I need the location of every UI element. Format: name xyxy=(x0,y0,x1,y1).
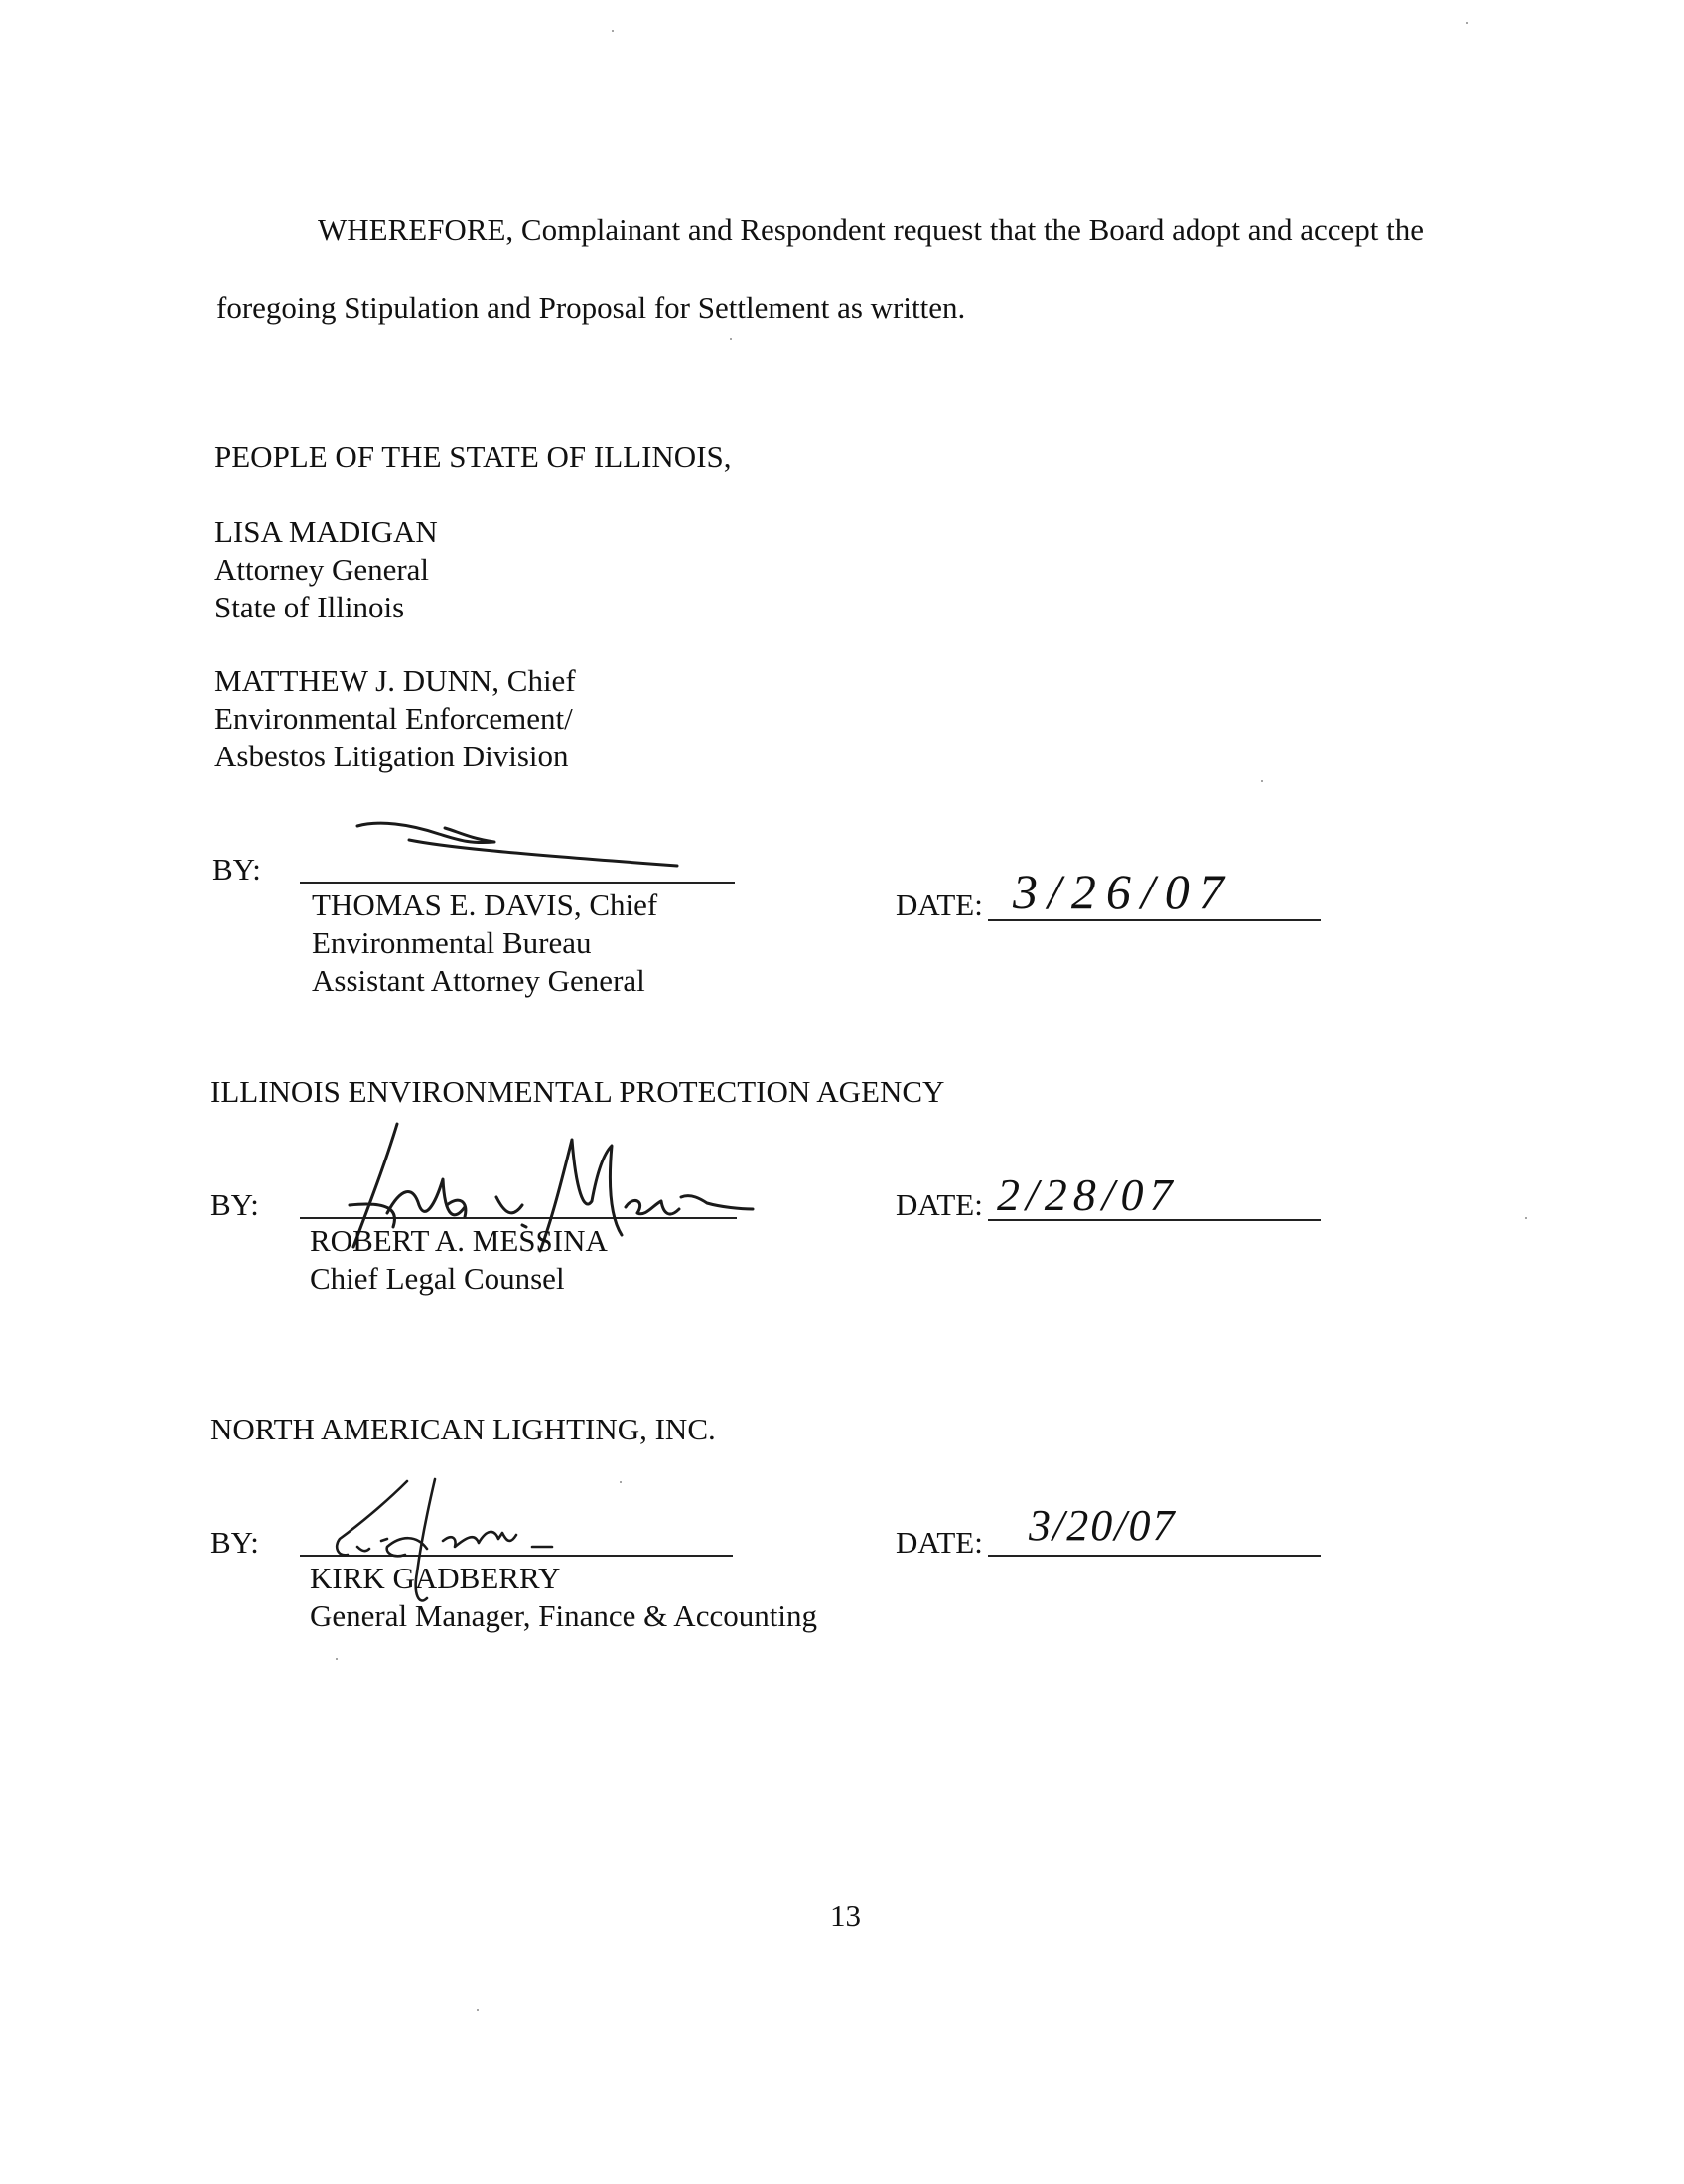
date-line-people xyxy=(988,919,1321,921)
scan-speck xyxy=(1261,780,1263,782)
scan-speck xyxy=(477,2009,479,2011)
date-label-iepa: DATE: xyxy=(896,1187,983,1222)
by-label-iepa: BY: xyxy=(210,1187,259,1222)
ag-name: LISA MADIGAN xyxy=(214,514,438,549)
signer-title-iepa: Chief Legal Counsel xyxy=(310,1261,565,1296)
nal-heading: NORTH AMERICAN LIGHTING, INC. xyxy=(210,1412,716,1446)
paragraph-line-1: WHEREFORE, Complainant and Respondent request that the Board adopt and accept the xyxy=(318,212,1425,247)
scan-speck xyxy=(1525,1217,1527,1219)
people-heading: PEOPLE OF THE STATE OF ILLINOIS, xyxy=(214,439,732,474)
scan-speck xyxy=(612,30,614,32)
signer-title-people-2: Assistant Attorney General xyxy=(312,963,645,998)
scan-speck xyxy=(1466,22,1468,24)
signer-name-robert-messina: ROBERT A. MESSINA xyxy=(310,1223,608,1258)
scan-speck xyxy=(336,1658,338,1660)
chief-name: MATTHEW J. DUNN, Chief xyxy=(214,663,576,698)
date-label-nal: DATE: xyxy=(896,1525,983,1560)
iepa-heading: ILLINOIS ENVIRONMENTAL PROTECTION AGENCY xyxy=(210,1074,945,1109)
signer-title-nal: General Manager, Finance & Accounting xyxy=(310,1598,817,1633)
date-handwritten-iepa: 2/28/07 xyxy=(997,1169,1179,1220)
ag-state: State of Illinois xyxy=(214,590,405,624)
date-label-people: DATE: xyxy=(896,887,983,922)
scan-speck xyxy=(730,338,732,340)
by-label-people: BY: xyxy=(212,852,261,887)
chief-division-2: Asbestos Litigation Division xyxy=(214,739,569,773)
signer-name-thomas-davis: THOMAS E. DAVIS, Chief xyxy=(312,887,658,922)
paragraph-line-2: foregoing Stipulation and Proposal for Settlement as written. xyxy=(216,290,966,325)
ag-title: Attorney General xyxy=(214,552,430,587)
scan-speck xyxy=(620,1481,622,1483)
date-handwritten-nal: 3/20/07 xyxy=(1029,1501,1177,1550)
page-number: 13 xyxy=(830,1898,861,1933)
date-handwritten-people: 3/26/07 xyxy=(1013,864,1234,919)
chief-division-1: Environmental Enforcement/ xyxy=(214,701,573,736)
signature-thomas-davis xyxy=(350,812,687,891)
by-label-nal: BY: xyxy=(210,1525,259,1560)
date-line-nal xyxy=(988,1555,1321,1557)
signer-title-people-1: Environmental Bureau xyxy=(312,925,592,960)
signer-name-kirk-gadberry: KIRK GADBERRY xyxy=(310,1561,561,1595)
